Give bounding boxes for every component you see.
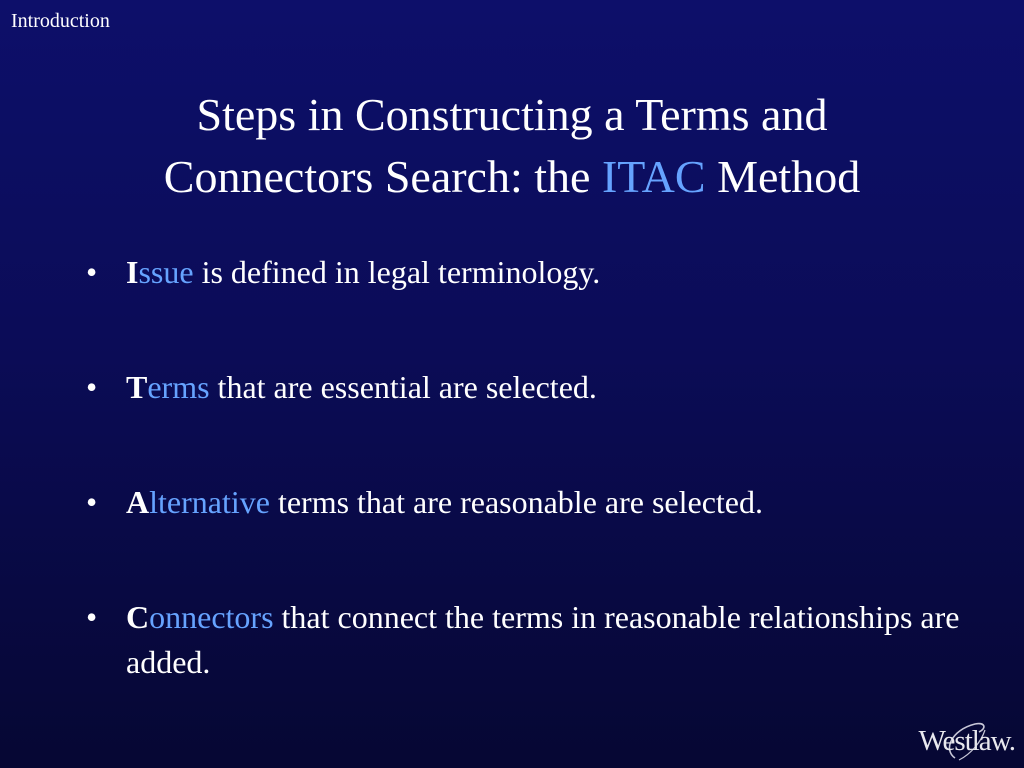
bullet-text: that connect the terms in reasonable relationships are added. xyxy=(126,599,960,680)
bullet-item-connectors xyxy=(86,595,966,685)
bullet-keyword: erms xyxy=(147,369,210,405)
bullet-keyword: onnectors xyxy=(149,599,274,635)
title-line-2-end: Method xyxy=(705,151,861,202)
bullet-text: terms that are reasonable are selected. xyxy=(269,484,763,520)
title-line-1: Steps in Constructing a Terms and xyxy=(196,89,828,140)
bullet-item-issue xyxy=(86,250,966,295)
bullet-item-terms xyxy=(86,365,966,410)
bullet-initial: A xyxy=(126,484,150,520)
westlaw-logo xyxy=(915,720,1015,762)
bullet-initial: C xyxy=(126,599,150,635)
logo-text: Westlaw. xyxy=(918,725,1015,757)
section-label: Introduction xyxy=(11,10,110,32)
bullet-keyword: ssue xyxy=(138,254,194,290)
title-line-2-start: Connectors Search: the xyxy=(163,151,602,202)
bullet-item-alternative xyxy=(86,480,966,525)
bullet-text: that are essential are selected. xyxy=(209,369,597,405)
bullet-marker: • xyxy=(86,599,98,635)
bullet-marker: • xyxy=(86,254,98,290)
bullet-initial: T xyxy=(126,369,148,405)
bullet-initial: I xyxy=(126,254,139,290)
slide-title xyxy=(0,84,1024,208)
bullet-marker: • xyxy=(86,484,98,520)
bullet-text: is defined in legal terminology. xyxy=(193,254,601,290)
bullet-marker: • xyxy=(86,369,98,405)
bullet-keyword: lternative xyxy=(149,484,270,520)
title-acronym: ITAC xyxy=(601,151,706,202)
bullet-list xyxy=(86,250,966,685)
